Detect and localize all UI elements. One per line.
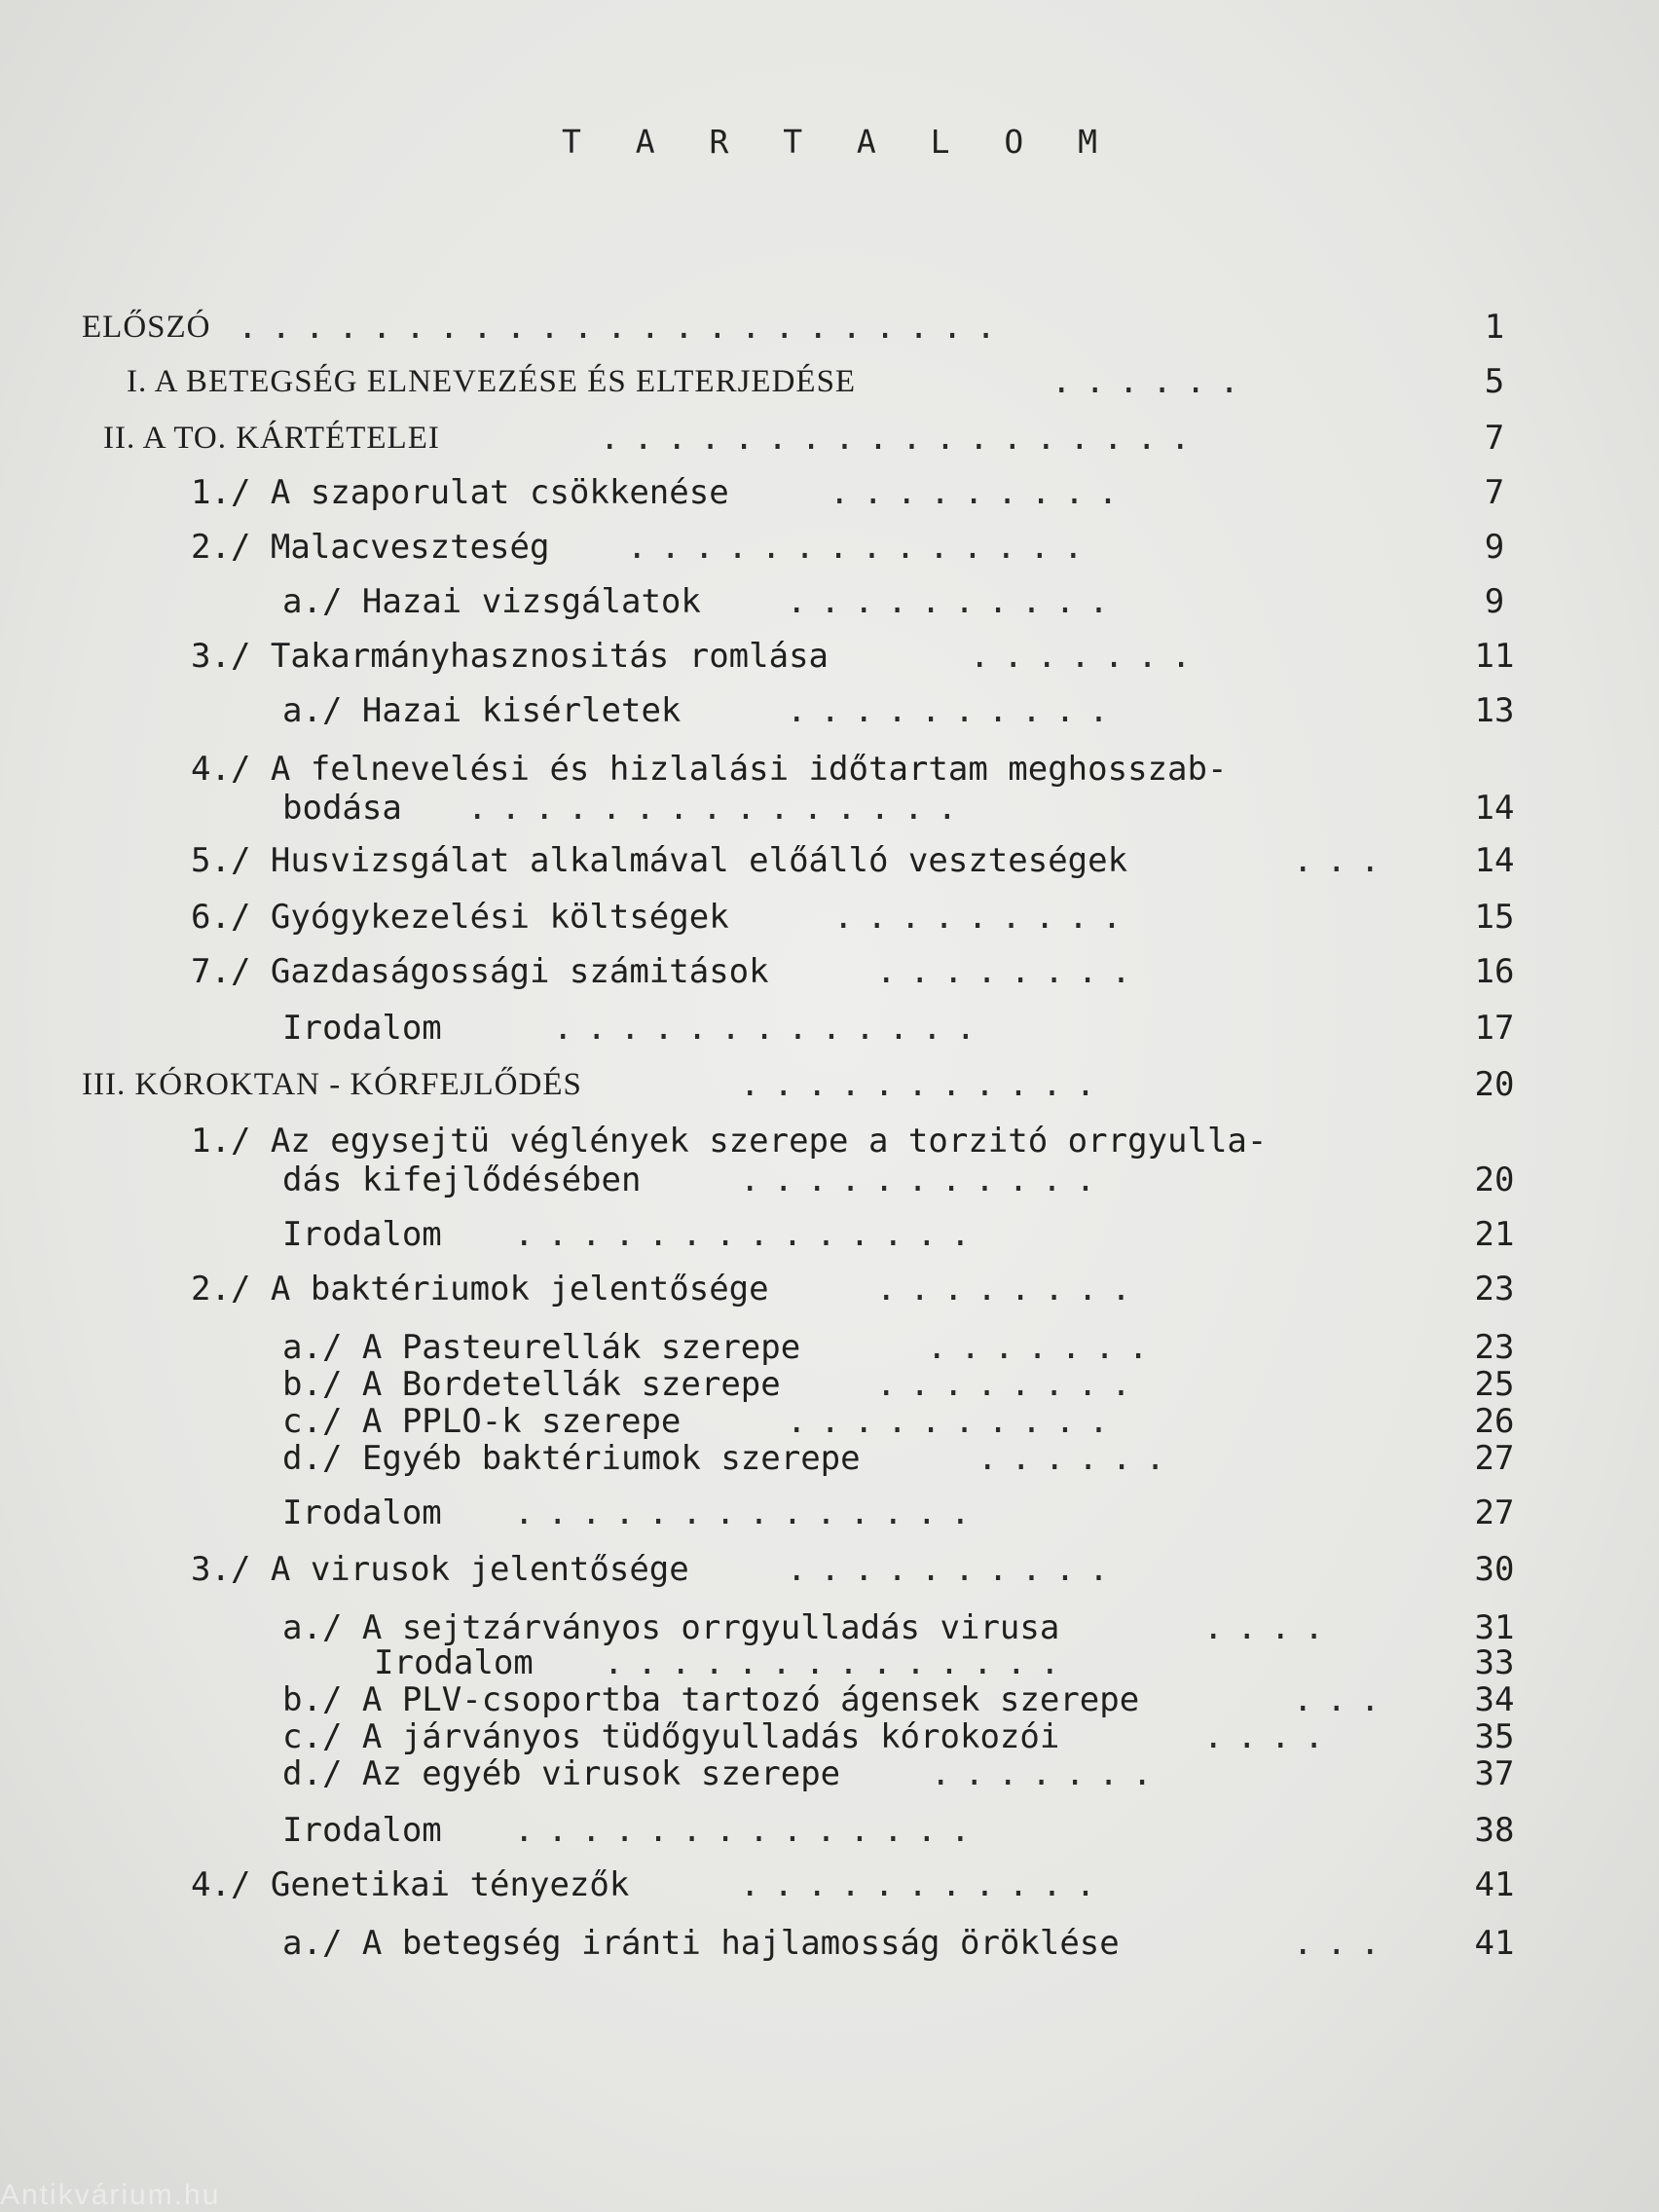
dot-leader: ......: [1051, 362, 1253, 401]
toc-entry-label: a./ A betegség iránti hajlamosság öröklése: [282, 1924, 1120, 1963]
dot-leader: .............: [553, 1009, 990, 1048]
toc-entry-page: 34: [1474, 1680, 1515, 1719]
dot-leader: ..............: [514, 1493, 984, 1532]
toc-entry-label: c./ A PPLO-k szerepe: [282, 1402, 682, 1441]
toc-entry-page: 23: [1474, 1270, 1515, 1309]
toc-entry-label: c./ A járványos tüdőgyulladás kórokozói: [282, 1717, 1060, 1756]
toc-entry-page: 1: [1484, 308, 1505, 347]
toc-entry-page: 33: [1474, 1643, 1515, 1682]
toc-entry-label: 5./ Husvizsgálat alkalmával előálló veszteségek: [191, 841, 1128, 880]
toc-entry-page: 7: [1484, 473, 1505, 512]
dot-leader: ...: [1293, 1924, 1394, 1963]
toc-entry-label: dás kifejlődésében: [282, 1161, 642, 1199]
toc-entry-page: 41: [1474, 1865, 1515, 1904]
toc-entry-label: 3./ Takarmányhasznositás romlása: [191, 637, 830, 676]
toc-entry-page: 23: [1474, 1328, 1515, 1367]
toc-entry-label: d./ Az egyéb virusok szerepe: [282, 1754, 841, 1793]
toc-entry-page: 5: [1484, 362, 1505, 401]
dot-leader: ..............: [514, 1215, 984, 1254]
toc-entry-label: Irodalom: [282, 1811, 442, 1850]
toc-entry-label: b./ A Bordetellák szerepe: [282, 1365, 781, 1404]
page-title: T A R T A L O M: [561, 123, 1115, 161]
toc-entry-page: 9: [1484, 528, 1505, 567]
toc-entry-page: 27: [1474, 1439, 1515, 1478]
dot-leader: .......: [931, 1754, 1166, 1793]
toc-entry-page: 20: [1474, 1161, 1515, 1199]
toc-entry-page: 25: [1474, 1365, 1515, 1404]
toc-entry-label: Irodalom: [282, 1009, 442, 1048]
dot-leader: ........: [876, 952, 1145, 991]
toc-entry-page: 9: [1484, 582, 1505, 621]
dot-leader: .........: [830, 473, 1132, 512]
toc-entry-page: 17: [1474, 1009, 1515, 1048]
toc-entry-page: 16: [1474, 952, 1515, 991]
dot-leader: ......: [977, 1439, 1179, 1478]
toc-entry-label: 1./ Az egysejtü véglények szerepe a torzitó orrgyulla-: [191, 1122, 1268, 1161]
toc-entry-label: 1./ A szaporulat csökkenése: [191, 473, 729, 512]
dot-leader: ....: [1203, 1608, 1338, 1647]
toc-entry-label: a./ A sejtzárványos orrgyulladás virusa: [282, 1608, 1060, 1647]
dot-leader: .......: [927, 1328, 1162, 1367]
toc-entry-page: 38: [1474, 1811, 1515, 1850]
toc-entry-page: 14: [1474, 841, 1515, 880]
toc-entry-page: 27: [1474, 1493, 1515, 1532]
dot-leader: ...........: [740, 1065, 1110, 1104]
toc-entry-label: Irodalom: [282, 1493, 442, 1532]
toc-entry-label: 2./ Malacveszteség: [191, 528, 550, 567]
dot-leader: ........: [876, 1365, 1145, 1404]
dot-leader: ..............: [514, 1811, 984, 1850]
dot-leader: .......: [970, 637, 1205, 676]
dot-leader: ...........: [740, 1161, 1110, 1199]
dot-leader: ...........: [740, 1865, 1110, 1904]
toc-entry-label: a./ Hazai vizsgálatok: [282, 582, 701, 621]
dot-leader: ..............: [627, 528, 1097, 567]
toc-entry-label: 3./ A virusok jelentősége: [191, 1550, 689, 1589]
dot-leader: ........: [876, 1270, 1145, 1309]
toc-entry-label: III. KÓROKTAN - KÓRFEJLŐDÉS: [82, 1067, 582, 1102]
toc-entry-page: 7: [1484, 419, 1505, 458]
toc-entry-page: 21: [1474, 1215, 1515, 1254]
dot-leader: .........: [833, 898, 1136, 937]
toc-entry-page: 26: [1474, 1402, 1515, 1441]
toc-entry-page: 37: [1474, 1754, 1515, 1793]
dot-leader: ...: [1293, 1680, 1394, 1719]
toc-entry-page: 20: [1474, 1065, 1515, 1104]
toc-entry-label: 4./ Genetikai tényezők: [191, 1865, 630, 1904]
toc-entry-label: II. A TO. KÁRTÉTELEI: [103, 421, 440, 456]
toc-entry-page: 11: [1474, 637, 1515, 676]
toc-entry-page: 31: [1474, 1608, 1515, 1647]
dot-leader: ..........: [787, 582, 1123, 621]
toc-entry-label: Irodalom: [374, 1643, 534, 1682]
dot-leader: ..........: [787, 1402, 1123, 1441]
dot-leader: ...: [1293, 841, 1394, 880]
dot-leader: ..............: [604, 1643, 1074, 1682]
dot-leader: .......................: [238, 308, 1010, 347]
toc-entry-label: a./ A Pasteurellák szerepe: [282, 1328, 801, 1367]
watermark: Antikvárium.hu: [0, 2179, 221, 2211]
toc-entry-label: d./ Egyéb baktériumok szerepe: [282, 1439, 861, 1478]
toc-entry-page: 41: [1474, 1924, 1515, 1963]
dot-leader: ..........: [787, 1550, 1123, 1589]
dot-leader: ..........: [787, 691, 1123, 730]
toc-entry-label: I. A BETEGSÉG ELNEVEZÉSE ÉS ELTERJEDÉSE: [127, 364, 857, 399]
toc-entry-label: Irodalom: [282, 1215, 442, 1254]
toc-entry-page: 13: [1474, 691, 1515, 730]
toc-entry-label: 4./ A felnevelési és hizlalási időtartam meghosszab-: [191, 750, 1228, 789]
toc-entry-label: b./ A PLV-csoportba tartozó ágensek szerepe: [282, 1680, 1140, 1719]
toc-entry-page: 14: [1474, 789, 1515, 828]
toc-entry-page: 35: [1474, 1717, 1515, 1756]
toc-entry-label: bodása: [282, 789, 402, 828]
dot-leader: ..................: [600, 419, 1204, 458]
toc-entry-label: 7./ Gazdaságossági számitások: [191, 952, 769, 991]
toc-entry-label: a./ Hazai kisérletek: [282, 691, 682, 730]
toc-entry-label: 6./ Gyógykezelési költségek: [191, 898, 729, 937]
toc-entry-label: ELŐSZÓ: [82, 310, 211, 345]
dot-leader: ....: [1203, 1717, 1338, 1756]
dot-leader: ...............: [467, 789, 972, 828]
toc-entry-page: 15: [1474, 898, 1515, 937]
toc-entry-page: 30: [1474, 1550, 1515, 1589]
toc-entry-label: 2./ A baktériumok jelentősége: [191, 1270, 769, 1309]
